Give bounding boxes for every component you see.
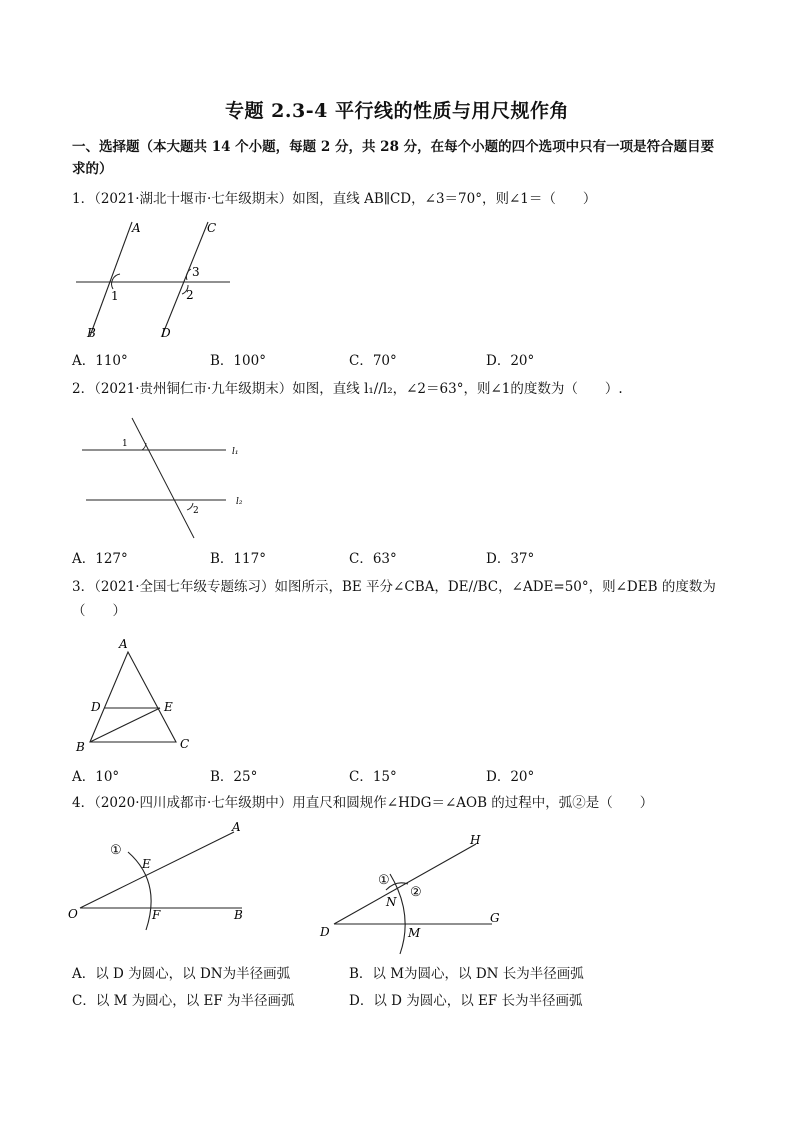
line-cd <box>162 222 208 336</box>
option-c[interactable]: C．以 M 为圆心，以 EF 为半径画弧 <box>72 993 295 1009</box>
label-a: A <box>132 221 141 235</box>
angle-3-arc <box>186 269 191 280</box>
label-e: E <box>142 857 151 871</box>
label-arc-2: ② <box>410 885 422 900</box>
label-arc-1: ① <box>110 843 122 858</box>
triangle-abc <box>90 652 176 742</box>
question-1-stem: 1．（2021·湖北十堰市·七年级期末）如图，直线 AB∥CD，∠3＝70°，则∠1＝（ ） <box>72 191 597 207</box>
option-c[interactable]: C．63° <box>349 551 397 567</box>
question-3-stem-blank: （ ） <box>72 603 126 619</box>
label-b: B <box>76 740 85 754</box>
option-a[interactable]: A．以 D 为圆心，以 DN为半径画弧 <box>72 966 291 982</box>
option-b[interactable]: B．以 M为圆心，以 DN 长为半径画弧 <box>349 966 584 982</box>
label-d: D <box>161 326 171 340</box>
option-b[interactable]: B．100° <box>210 353 266 369</box>
option-c[interactable]: C．15° <box>349 769 397 785</box>
option-a[interactable]: A．10° <box>72 769 120 785</box>
label-a: A <box>232 820 241 834</box>
option-d[interactable]: D．以 D 为圆心，以 EF 长为半径画弧 <box>349 993 583 1009</box>
question-4-options-row-1 <box>72 962 732 984</box>
label-arc-1: ① <box>378 873 390 888</box>
option-d[interactable]: D．37° <box>486 551 535 567</box>
label-d: D <box>320 925 330 939</box>
question-2-stem: 2．（2021·贵州铜仁市·九年级期末）如图，直线 l₁//l₂，∠2＝63°，则∠1的度数为（ ）. <box>72 381 623 397</box>
ray-oa <box>80 832 234 908</box>
section-heading <box>72 136 732 180</box>
label-angle-2: 2 <box>186 288 194 302</box>
label-l2: l₂ <box>236 497 243 507</box>
label-angle-3: 3 <box>192 265 200 279</box>
label-n: N <box>386 895 397 909</box>
option-a[interactable]: A．110° <box>72 353 128 369</box>
label-a: A <box>119 637 128 651</box>
label-o: O <box>68 907 78 921</box>
question-2-figure <box>76 404 256 544</box>
question-4-figure-hdg <box>316 826 516 956</box>
question-3-stem: 3．（2021·全国七年级专题练习）如图所示，BE 平分∠CBA，DE//BC，∠ADE=50°，则∠DEB 的度数为 <box>72 579 716 595</box>
option-a[interactable]: A．127° <box>72 551 128 567</box>
label-l1: l₁ <box>232 447 239 457</box>
question-4-figure-aob <box>64 816 264 936</box>
question-3-options <box>72 765 732 787</box>
label-angle-1: 1 <box>122 439 128 449</box>
line-ab <box>90 222 132 336</box>
label-m: M <box>408 926 421 940</box>
label-c: C <box>207 221 217 235</box>
question-2-options <box>72 547 732 569</box>
label-angle-2: 2 <box>193 506 199 516</box>
label-b: B <box>87 326 96 340</box>
option-d[interactable]: D．20° <box>486 353 535 369</box>
label-angle-1: 1 <box>111 289 119 303</box>
arc-1 <box>390 874 405 954</box>
label-f: F <box>152 908 161 922</box>
question-3-figure <box>72 632 202 758</box>
question-4-stem: 4．（2020·四川成都市·七年级期中）用直尺和圆规作∠HDG＝∠AOB 的过程中，弧②是（ ） <box>72 795 654 811</box>
option-b[interactable]: B．117° <box>210 551 266 567</box>
option-d[interactable]: D．20° <box>486 769 535 785</box>
ray-dh <box>334 844 476 924</box>
question-1-figure <box>70 214 240 344</box>
option-c[interactable]: C．70° <box>349 353 397 369</box>
label-g: G <box>490 911 500 925</box>
section-heading-line2: 求的） <box>72 161 113 177</box>
label-h: H <box>470 833 481 847</box>
label-c: C <box>180 737 190 751</box>
label-d: D <box>91 700 101 714</box>
question-4-options-row-2 <box>72 989 732 1011</box>
transversal-line <box>132 418 194 538</box>
label-b: B <box>234 908 243 922</box>
label-e: E <box>164 700 173 714</box>
option-b[interactable]: B．25° <box>210 769 258 785</box>
section-heading-line1: 一、选择题（本大题共 14 个小题，每题 2 分，共 28 分，在每个小题的四个选项中只有一项是符合题目要 <box>72 139 715 155</box>
page-title: 专题 2.3-4 平行线的性质与用尺规作角 <box>225 100 569 122</box>
question-1-options <box>72 349 732 371</box>
